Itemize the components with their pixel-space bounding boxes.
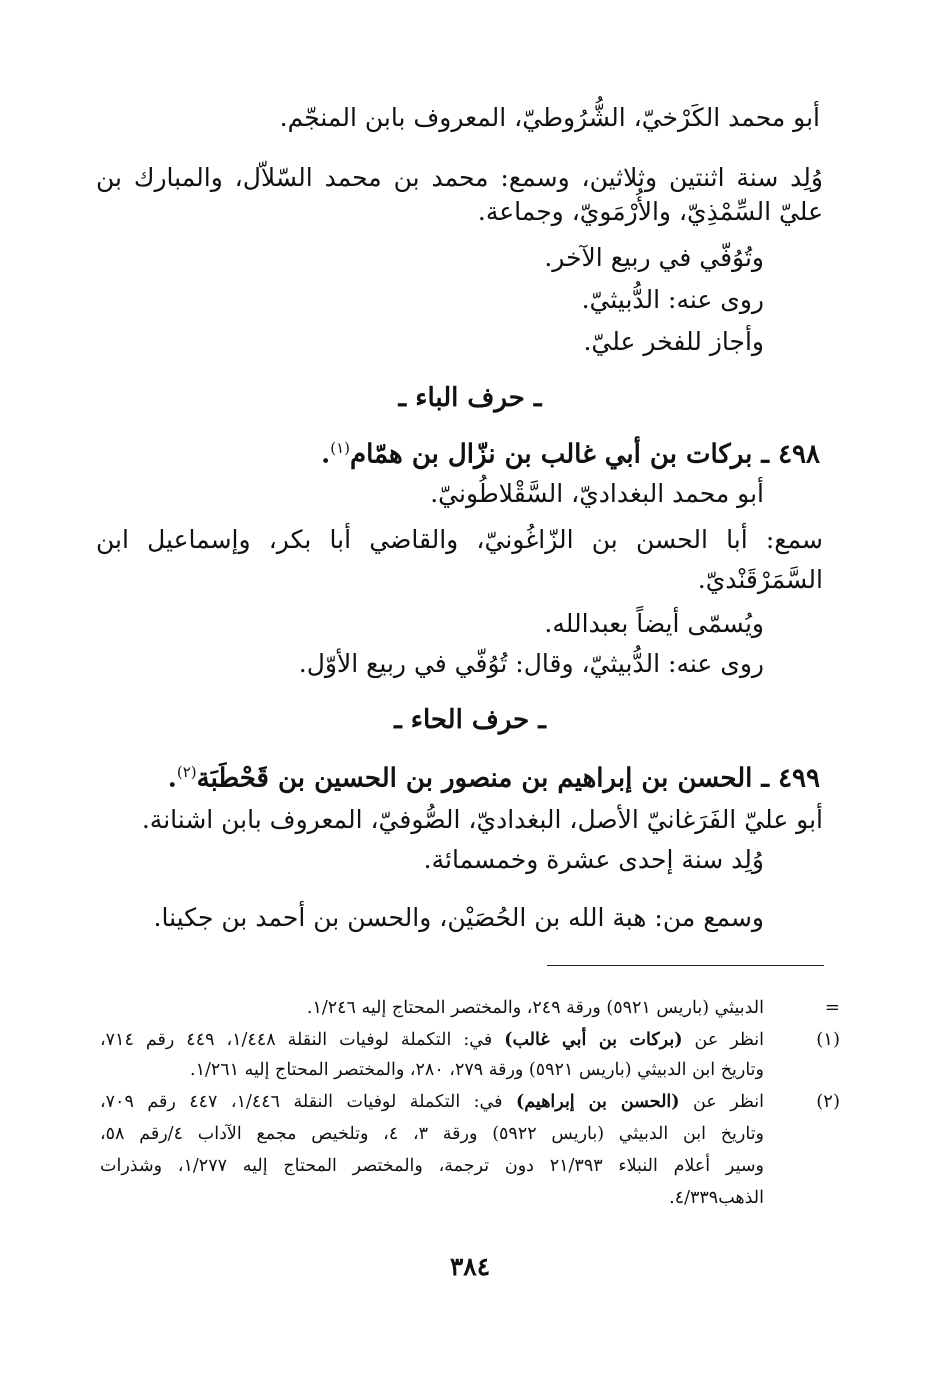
entry-498-title <box>321 428 820 475</box>
footnote-1-line <box>100 1026 764 1054</box>
footnote-2-line: وسير أعلام النبلاء ٢١/٣٩٣ دون ترجمة، والمختصر المحتاج إليه ١/٢٧٧، وشذرات <box>100 1156 764 1176</box>
footnote-1-bold: (بركات بن أبي غالب) <box>504 1030 683 1050</box>
entry-499-dot: . <box>167 763 177 794</box>
footnote-2-line: الذهب٤/٣٣٩. <box>669 1188 764 1208</box>
footnote-divider <box>547 965 824 966</box>
body-line: وسمع من: هبة الله بن الحُصَيْن، والحسن بن أحمد بن جكينا. <box>153 903 764 932</box>
body-line: وتُوُفّي في ربيع الآخر. <box>544 243 764 272</box>
footnote-ref-2: (٢) <box>176 763 197 781</box>
body-line: أبو محمد الكَرْخيّ، الشُّرُوطيّ، المعروف بابن المنجّم. <box>279 103 820 132</box>
footnote-2-mark: (٢) <box>816 1091 840 1112</box>
body-line: السَّمَرْقَنْديّ. <box>697 565 823 594</box>
entry-498-dot: . <box>321 439 331 470</box>
body-line: عليّ السِّمْذِيّ، والأُرْمَويّ، وجماعة. <box>477 197 823 226</box>
body-line: روى عنه: الدُّبيثيّ. <box>581 285 764 314</box>
entry-499-name: ٤٩٩ ـ الحسن بن إبراهيم بن منصور بن الحسين بن قَحْطَبَة <box>196 763 820 794</box>
entry-499-title <box>168 752 820 799</box>
footnote-ref-1: (١) <box>330 439 350 457</box>
page-number: ٣٨٤ <box>449 1252 491 1281</box>
footnote-1-mark: (١) <box>816 1029 840 1050</box>
body-line: وُلِد سنة اثنتين وثلاثين، وسمع: محمد بن محمد السّلاّل، والمبارك بن <box>96 163 823 192</box>
footnote-continuation: الدبيثي (باريس ٥٩٢١) ورقة ٢٤٩، والمختصر المحتاج إليه ١/٢٤٦. <box>306 998 764 1018</box>
footnote-1-line: وتاريخ ابن الدبيثي (باريس ٥٩٢١) ورقة ٢٧٩، ٢٨٠، والمختصر المحتاج إليه ١/٢٦١. <box>189 1060 764 1080</box>
section-heading-ba: ـ حرف الباء ـ <box>398 383 542 413</box>
body-line: وُلِد سنة إحدى عشرة وخمسمائة. <box>423 845 764 874</box>
body-line: سمع: أبا الحسن بن الزّاغُونيّ، والقاضي أبا بكر، وإسماعيل ابن <box>96 525 823 554</box>
body-line: أبو محمد البغداديّ، السَّقْلاطُونيّ. <box>430 479 764 508</box>
body-line: ويُسمّى أيضاً بعبدالله. <box>544 609 764 638</box>
body-line: روى عنه: الدُّبيثيّ، وقال: تُوُفّي في ربيع الأوّل. <box>298 649 764 678</box>
footnote-1-rest: في: التكملة لوفيات النقلة ١/٤٤٨، ٤٤٩ رقم ٧١٤، <box>100 1030 493 1050</box>
entry-498-name: ٤٩٨ ـ بركات بن أبي غالب بن نزّال بن همّام <box>350 439 820 470</box>
footnote-2-rest: في: التكملة لوفيات النقلة ١/٤٤٦، ٤٤٧ رقم ٧٠٩، <box>100 1092 503 1112</box>
footnote-1-pre: انظر عن <box>694 1030 764 1050</box>
footnote-2-bold: (الحسن بن إبراهيم) <box>515 1092 680 1112</box>
section-heading-ha: ـ حرف الحاء ـ <box>394 705 546 735</box>
body-line: أبو عليّ الفَرَغانيّ الأصل، البغداديّ، الصُّوفيّ، المعروف بابن اشنانة. <box>141 805 823 834</box>
footnote-2-line: وتاريخ ابن الدبيثي (باريس ٥٩٢٢) ورقة ٣، ٤، وتلخيص مجمع الآداب ٤/رقم ٥٨، <box>100 1124 765 1144</box>
footnote-2-line <box>100 1088 764 1116</box>
footnote-2-pre: انظر عن <box>693 1092 764 1112</box>
body-line: وأجاز للفخر عليّ. <box>583 327 764 356</box>
footnote-continuation-mark: = <box>824 997 840 1018</box>
